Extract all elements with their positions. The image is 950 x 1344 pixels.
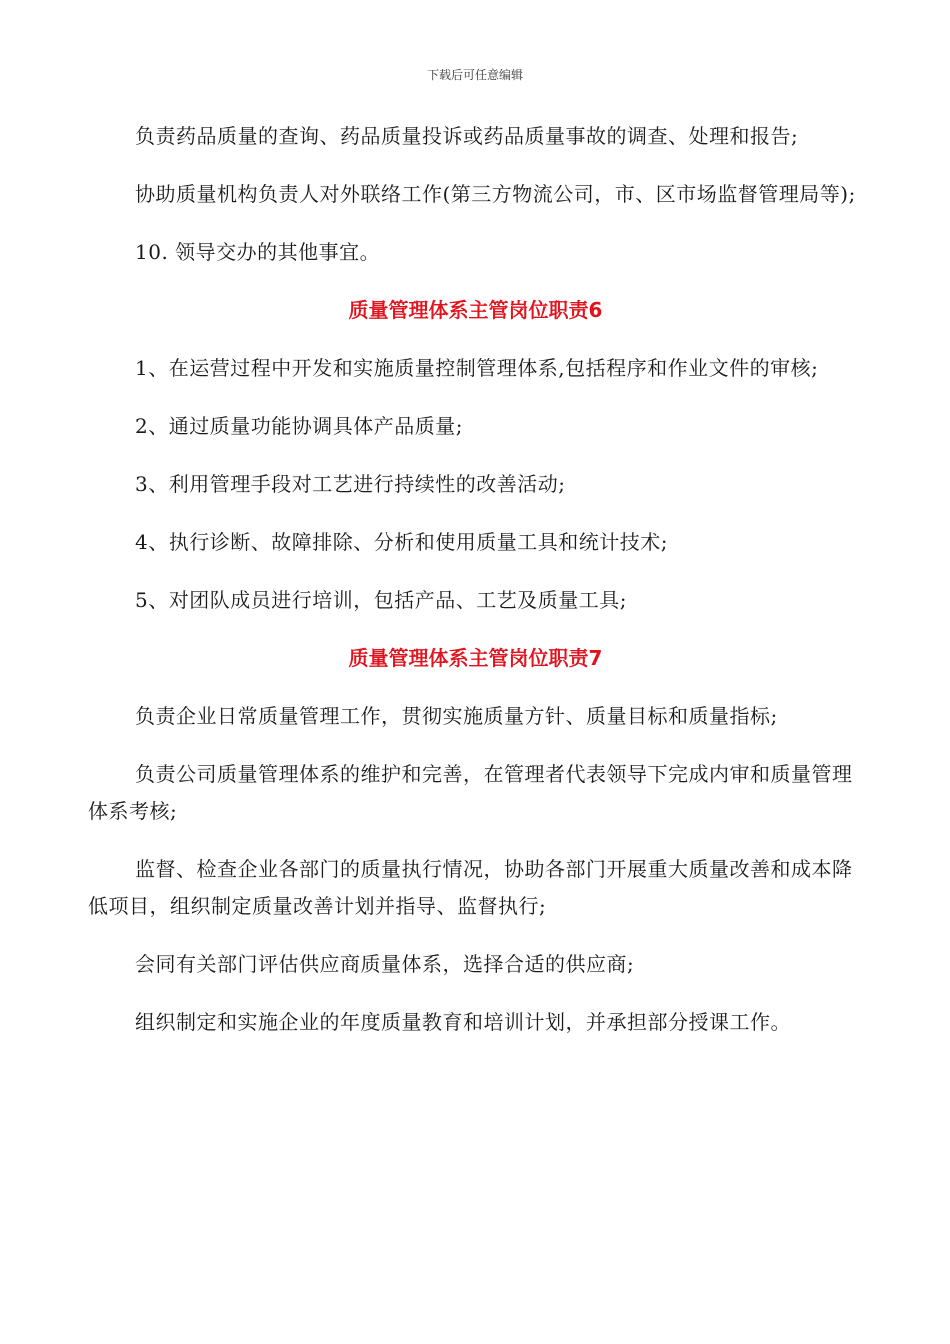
paragraph: 4、执行诊断、故障排除、分析和使用质量工具和统计技术; [135, 530, 668, 554]
paragraph: 负责企业日常质量管理工作，贯彻实施质量方针、质量目标和质量指标; [135, 704, 778, 728]
paragraph: 会同有关部门评估供应商质量体系，选择合适的供应商; [135, 952, 635, 976]
section-heading: 质量管理体系主管岗位职责6 [348, 298, 603, 322]
paragraph: 负责公司质量管理体系的维护和完善，在管理者代表领导下完成内审和质量管理体系考核; [88, 762, 853, 823]
paragraph: 10. 领导交办的其他事宜。 [135, 240, 381, 264]
header-note: 下载后可任意编辑 [426, 68, 523, 82]
paragraph: 5、对团队成员进行培训，包括产品、工艺及质量工具; [135, 588, 627, 612]
paragraph: 3、利用管理手段对工艺进行持续性的改善活动; [135, 472, 566, 496]
section-heading: 质量管理体系主管岗位职责7 [348, 646, 603, 670]
document-body [88, 118, 863, 1062]
paragraph: 2、通过质量功能协调具体产品质量; [135, 414, 463, 438]
paragraph: 协助质量机构负责人对外联络工作(第三方物流公司，市、区市场监督管理局等); [135, 182, 856, 206]
paragraph: 组织制定和实施企业的年度质量教育和培训计划，并承担部分授课工作。 [135, 1010, 791, 1034]
paragraph: 负责药品质量的查询、药品质量投诉或药品质量事故的调查、处理和报告; [135, 124, 799, 148]
paragraph: 1、在运营过程中开发和实施质量控制管理体系,包括程序和作业文件的审核; [135, 356, 819, 380]
paragraph: 监督、检查企业各部门的质量执行情况，协助各部门开展重大质量改善和成本降低项目，组织制定质量改善计划并指导、监督执行; [88, 857, 853, 918]
